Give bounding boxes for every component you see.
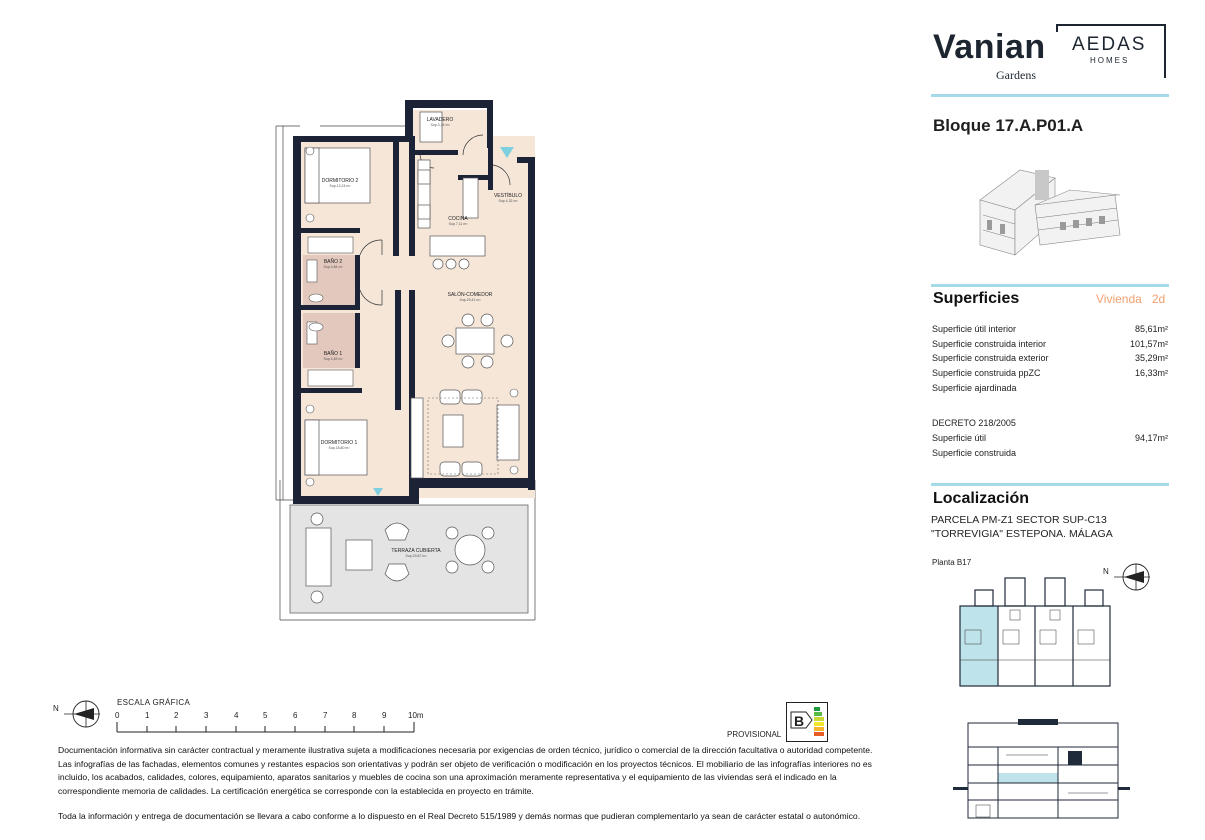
room-lavadero: LAVADERO Sup.3,16 m² bbox=[426, 117, 454, 127]
energy-rating-icon bbox=[786, 702, 828, 742]
location-title: Localización bbox=[933, 490, 1030, 507]
surfaces-title: Superficies bbox=[933, 290, 1020, 307]
building-render bbox=[975, 160, 1125, 265]
energy-rating-letter: B bbox=[794, 713, 805, 729]
surface-row-label: Superficie construida exterior bbox=[932, 353, 1049, 363]
scale-tick-label: 10m bbox=[408, 711, 424, 720]
surfaces-rule bbox=[931, 284, 1169, 287]
location-rule bbox=[931, 483, 1169, 486]
energy-provisional-label: PROVISIONAL bbox=[727, 730, 782, 739]
surface-row-value: 101,57m² bbox=[1129, 339, 1168, 349]
scale-tick-label: 6 bbox=[293, 711, 298, 720]
dwelling-type: Vivienda 2d bbox=[1096, 292, 1166, 306]
surface-row-value: 16,33m² bbox=[1134, 368, 1168, 378]
decree-row-value: 94,17m² bbox=[1134, 433, 1168, 443]
compass-letter: N bbox=[1103, 567, 1109, 576]
surface-row-label: Superficie construida ppZC bbox=[932, 368, 1041, 378]
scale-tick-label: 8 bbox=[352, 711, 357, 720]
partner-logo-sub: HOMES bbox=[1090, 56, 1130, 65]
brand-name: Vanian bbox=[933, 28, 1046, 66]
decree-row-label: Superficie construida bbox=[932, 448, 1017, 458]
surface-row-label: Superficie construida interior bbox=[932, 339, 1047, 349]
surface-row-label: Superficie ajardinada bbox=[932, 383, 1017, 393]
plant-label: Planta B17 bbox=[932, 558, 972, 567]
surface-row-label: Superficie útil interior bbox=[932, 324, 1017, 334]
svg-text:N: N bbox=[53, 704, 59, 713]
scale-tick-label: 7 bbox=[323, 711, 328, 720]
brand-sub: Gardens bbox=[996, 68, 1036, 82]
decree-row-label: Superficie útil bbox=[932, 433, 987, 443]
scale-tick-label: 5 bbox=[263, 711, 268, 720]
partner-logo: AEDAS bbox=[1072, 34, 1147, 55]
room-cocina: COCINA Sup.7,11 m² bbox=[448, 216, 468, 226]
room-bano-2: BAÑO 2 Sup.4,84 m² bbox=[323, 259, 343, 269]
room-salon-comedor: SALÓN-COMEDOR Sup.29,41 m² bbox=[447, 292, 493, 302]
floor-plan bbox=[270, 95, 540, 625]
partner-logo-corner bbox=[1056, 24, 1058, 32]
location-line-2: "TORREVIGIA" ESTEPONA. MÁLAGA bbox=[931, 528, 1113, 540]
surface-row-value: 35,29m² bbox=[1134, 353, 1168, 363]
location-line-1: PARCELA PM-Z1 SECTOR SUP-C13 bbox=[931, 514, 1107, 526]
scale-tick-label: 4 bbox=[234, 711, 239, 720]
decree-title: DECRETO 218/2005 bbox=[932, 418, 1016, 428]
room-dormitorio-2: DORMITORIO 2 Sup.13,24 m² bbox=[321, 178, 359, 188]
scale-tick-label: 0 bbox=[115, 711, 120, 720]
key-plan bbox=[945, 570, 1120, 695]
scale-tick-label: 1 bbox=[145, 711, 150, 720]
surface-row-value: 85,61m² bbox=[1134, 324, 1168, 334]
scale-title: ESCALA GRÁFICA bbox=[117, 698, 191, 707]
scale-tick-label: 9 bbox=[382, 711, 387, 720]
scale-tick-label: 3 bbox=[204, 711, 209, 720]
room-dormitorio-1: DORMITORIO 1 Sup.18,80 m² bbox=[320, 440, 358, 450]
section-elevation bbox=[948, 715, 1133, 823]
disclaimer-paragraph-2: Toda la información y entrega de documentación se llevara a cabo conforme a lo dispuesto en el Real Decreto 515/1989 y demás normas que pudieran complementarlo ya sean de carácter estatal o autonómico. bbox=[58, 811, 861, 821]
scale-tick-label: 2 bbox=[174, 711, 179, 720]
scale-bar bbox=[112, 718, 432, 734]
room-terraza-cubierta: TERRAZA CUBIERTA Sup.29,87 m² bbox=[391, 548, 441, 558]
header-rule bbox=[931, 94, 1169, 97]
compass-bottom-icon bbox=[52, 696, 104, 732]
room-vestibulo: VESTÍBULO Sup.4,32 m² bbox=[493, 193, 523, 203]
room-bano-1: BAÑO 1 Sup.4,63 m² bbox=[323, 351, 343, 361]
unit-title: Bloque 17.A.P01.A bbox=[933, 116, 1084, 135]
disclaimer-paragraph-1: Documentación informativa sin carácter contractual y meramente ilustrativa sujeta a modificaciones necesaria por exigencias de orden técnico, jurídico o comercial de la dirección facultativa o autoridad competente. Las infografías de las fachadas, elementos comunes y restantes espacios son orientativas y podrán ser objeto de verificación o modificación en los proyectos técnicos. El mobiliario de las infografías interiores no es incluido, los acabados, calidades, colores, equipamiento, aparatos sanitarios y muebles de cocina son una aproximación meramente representativa y el equipamiento de las viviendas será el indicado en la correspondiente memoria de calidades. La certificación energética se corresponde con la establecida en proyecto en trámite. bbox=[58, 745, 873, 796]
